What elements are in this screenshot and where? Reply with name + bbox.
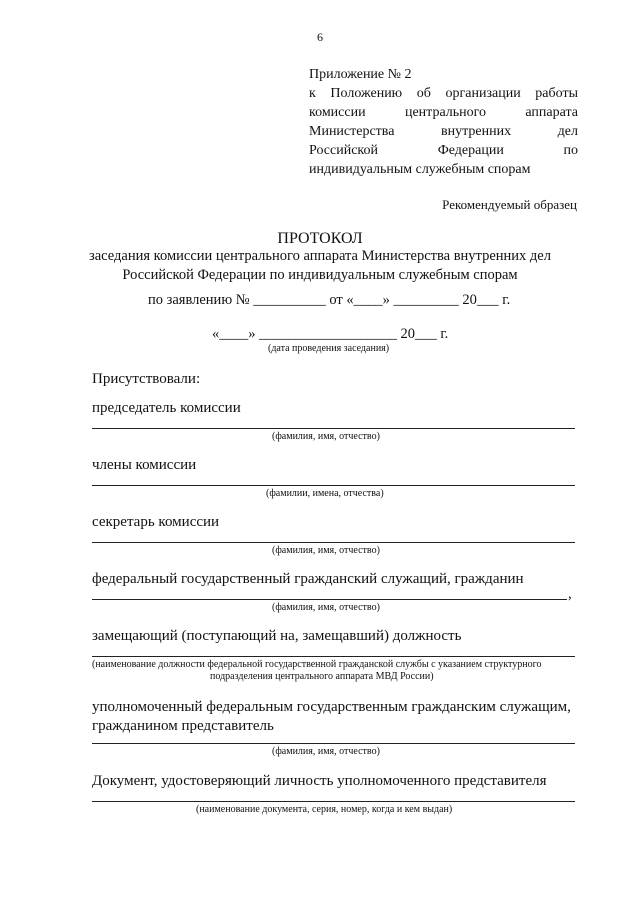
representative-label-line: уполномоченный федеральным государственным гражданским служащим, [92, 699, 571, 715]
secretary-label: секретарь комиссии [92, 514, 220, 530]
representative-line [92, 743, 575, 744]
document-title: ПРОТОКОЛ [277, 230, 363, 247]
document-label: Документ, удостоверяющий личность уполномоченного представителя [92, 773, 547, 789]
page-number: 6 [317, 30, 323, 44]
chairman-label: председатель комиссии [92, 400, 241, 416]
application-number-line: по заявлению № __________ от «____» _________ 20___ г. [148, 292, 511, 308]
recommended-sample-label: Рекомендуемый образец [442, 197, 577, 212]
members-label: члены комиссии [92, 457, 197, 473]
employee-label: федеральный государственный гражданский служащий, гражданин [92, 571, 524, 587]
present-label: Присутствовали: [92, 371, 201, 387]
subtitle-line: Российской Федерации по индивидуальным служебным спорам [122, 267, 518, 283]
members-caption: (фамилии, имена, отчества) [266, 488, 384, 499]
document-subtitle [60, 247, 580, 285]
position-caption-line: (наименование должности федеральной государственной гражданской службы с указанием структурного [92, 659, 542, 670]
subtitle-line: заседания комиссии центрального аппарата Министерства внутренних дел [89, 248, 551, 264]
chairman-line [92, 428, 575, 429]
appendix-line: индивидуальным служебным спорам [309, 162, 531, 177]
document-line [92, 801, 575, 802]
representative-caption: (фамилия, имя, отчество) [272, 746, 380, 757]
appendix-line: Российской Федерации по [309, 143, 578, 158]
appendix-line: Министерства внутренних дел [309, 124, 578, 139]
position-caption-line: подразделения центрального аппарата МВД России) [210, 671, 434, 682]
appendix-line: комиссии центрального аппарата [309, 105, 578, 120]
chairman-caption: (фамилия, имя, отчество) [272, 431, 380, 442]
members-line [92, 485, 575, 486]
secretary-line [92, 542, 575, 543]
appendix-line: к Положению об организации работы [309, 86, 578, 101]
meeting-date-caption: (дата проведения заседания) [268, 343, 390, 354]
appendix-block [309, 65, 578, 179]
document-caption: (наименование документа, серия, номер, когда и кем выдан) [196, 804, 453, 815]
employee-caption: (фамилия, имя, отчество) [272, 602, 380, 613]
meeting-date-line: «____» ___________________ 20___ г. [212, 326, 449, 342]
employee-line [92, 599, 567, 600]
position-line [92, 656, 575, 657]
appendix-title: Приложение № 2 [309, 67, 412, 82]
representative-label-line: гражданином представитель [92, 718, 274, 734]
employee-trailing-comma: , [568, 586, 572, 602]
position-label: замещающий (поступающий на, замещавший) должность [92, 628, 462, 644]
secretary-caption: (фамилия, имя, отчество) [272, 545, 380, 556]
